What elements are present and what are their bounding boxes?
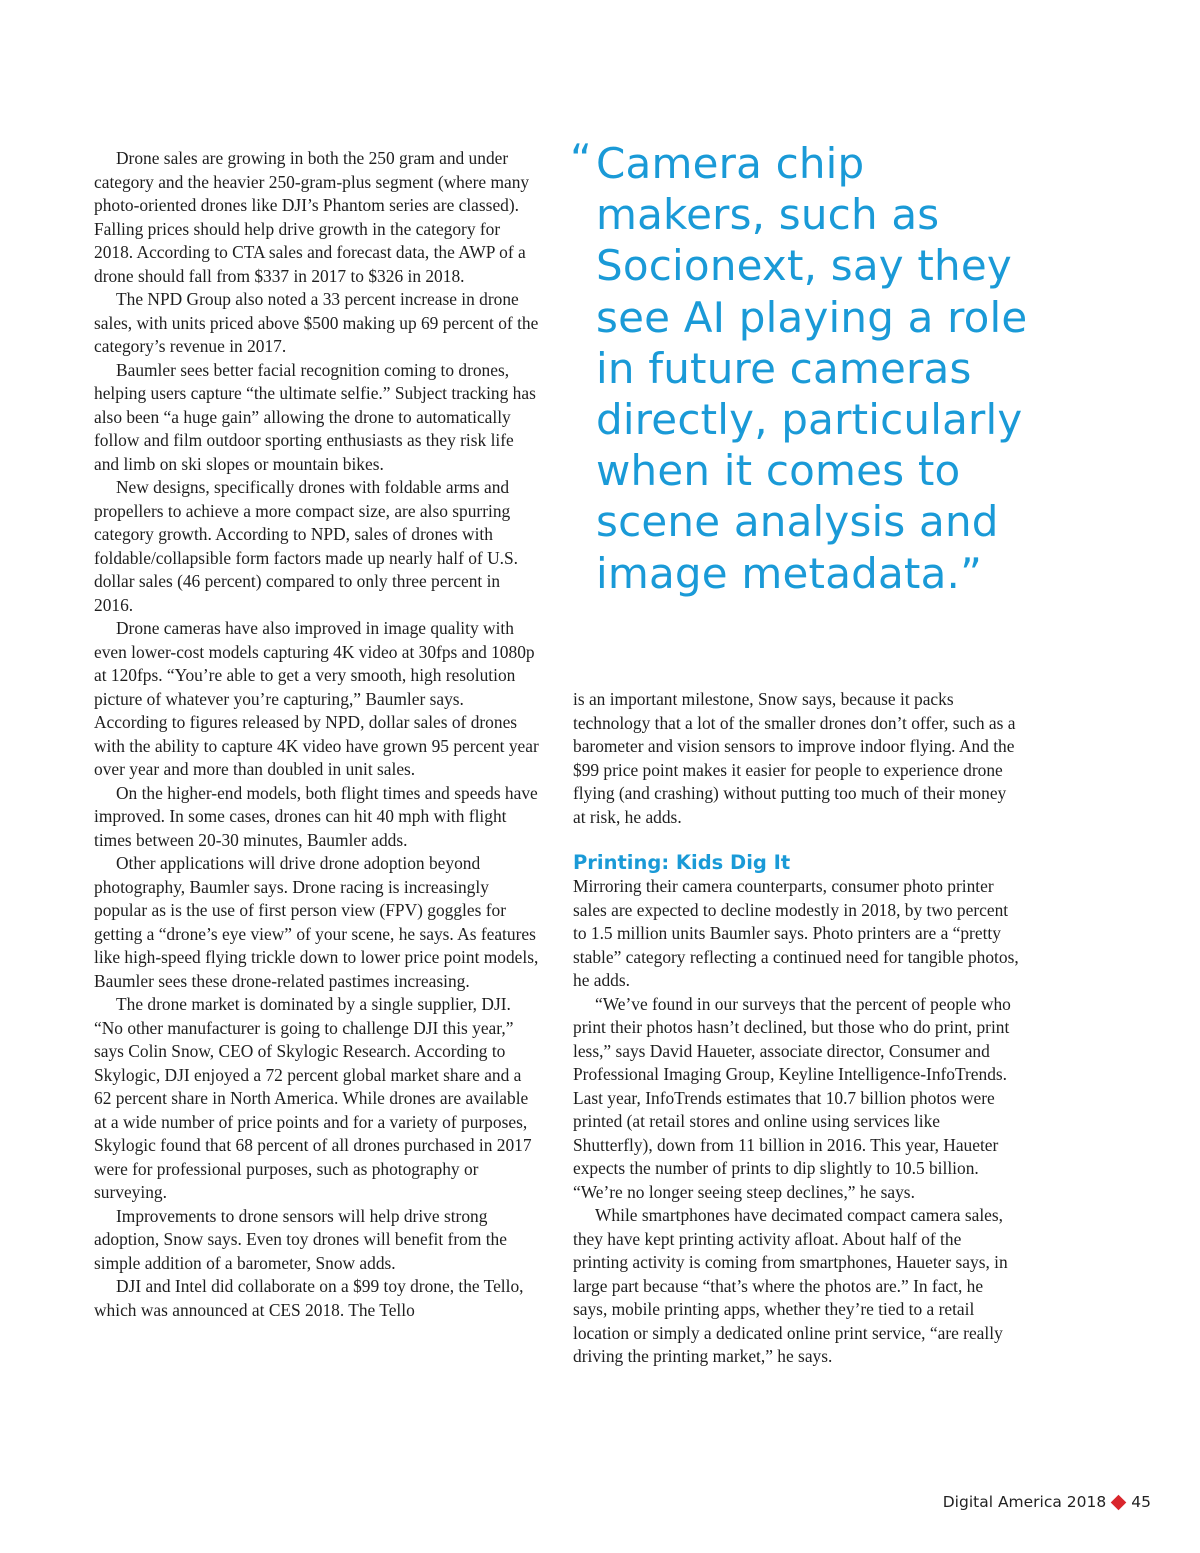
body-paragraph: New designs, specifically drones with foldable arms and propellers to achieve a more compact size, are also spurring category growth. According to NPD, sales of drones with foldable/collapsible form factors made up nearly half of U.S. dollar sales (46 percent) compared to only three percent in 2016. [94,477,518,615]
body-paragraph: Drone sales are growing in both the 250 gram and under category and the heavier 250-gram-plus segment (where many photo-oriented drones like DJI’s Phantom series are classed). Falling prices should help drive growth in the category for 2018. According to CTA sales and forecast data, the AWP of a drone should fall from $337 in 2017 to $326 in 2018. [94,148,530,286]
page-footer [943,1493,1151,1511]
body-paragraph: “We’ve found in our surveys that the percent of people who print their photos hasn’t declined, but those who do print, print less,” says David Haueter, associate director, Consumer and Professional Imaging Group, Keyline Intelligence-InfoTrends. Last year, InfoTrends estimates that 10.7 billion photos were printed (at retail stores and online using services like Shutterfly), down from 11 billion in 2016. This year, Haueter expects the number of prints to dip slightly to 10.5 billion. “We’re no longer seeing steep declines,” he says. [573,993,1011,1202]
page-number: 45 [1131,1493,1151,1511]
publication-name: Digital America 2018 [942,1493,1107,1511]
body-paragraph: DJI and Intel did collaborate on a $99 toy drone, the Tello, which was announced at CES 2018. The Tello [94,1276,524,1320]
pull-quote-text: Camera chip makers, such as Socionext, say they see AI playing a role in future cameras directly, particularly when it comes to scene analysis and image metadata.” [596,139,1028,598]
body-paragraph: Mirroring their camera counterparts, consumer photo printer sales are expected to decline modestly in 2018, by two percent to 1.5 million units Baumler says. Photo printers are a “pretty stable” category reflecting a continued need for tangible photos, he adds. [573,876,1019,990]
continuation-paragraph: is an important milestone, Snow says, because it packs technology that a lot of the smaller drones don’t offer, such as a barometer and vision sensors to improve indoor flying. And the $99 price point makes it easier for people to experience drone flying (and crashing) without putting too much of their money at risk, he adds. [573,689,1016,827]
body-paragraph: While smartphones have decimated compact camera sales, they have kept printing activity afloat. About half of the printing activity is coming from smartphones, Haueter says, in large part because “that’s where the photos are.” In fact, he says, mobile printing apps, whether they’re tied to a retail location or simply a dedicated online print service, “are really driving the printing market,” he says. [573,1205,1008,1366]
body-paragraph: Drone cameras have also improved in image quality with even lower-cost models capturing 4K video at 30fps and 1080p at 120fps. “You’re able to get a very smooth, high resolution picture of whatever you’re capturing,” Baumler says. According to figures released by NPD, dollar sales of drones with the ability to capture 4K video have grown 95 percent year over year and more than doubled in unit sales. [94,618,539,779]
left-column [94,147,540,1322]
right-column [573,688,1020,1369]
diamond-icon [1111,1494,1127,1510]
section-subhead: Printing: Kids Dig It [573,851,791,874]
pull-quote-body [570,135,1040,599]
body-paragraph: Improvements to drone sensors will help drive strong adoption, Snow says. Even toy drones will benefit from the simple addition of a barometer, Snow adds. [94,1205,507,1273]
body-paragraph: The NPD Group also noted a 33 percent increase in drone sales, with units priced above $500 making up 69 percent of the category’s revenue in 2017. [94,289,539,356]
body-paragraph: On the higher-end models, both flight times and speeds have improved. In some cases, drones can hit 40 mph with flight times between 20-30 minutes, Baumler adds. [94,782,538,850]
pull-quote-open-mark: “ [570,135,592,184]
body-paragraph: Other applications will drive drone adoption beyond photography, Baumler says. Drone racing is increasingly popular as is the use of first person view (FPV) goggles for getting a “drone’s eye view” of your scene, he says. As features like high-speed flying trickle down to lower price point models, Baumler sees these drone-related pastimes increasing. [94,853,539,991]
body-paragraph: The drone market is dominated by a single supplier, DJI. “No other manufacturer is going to challenge DJI this year,” says Colin Snow, CEO of Skylogic Research. According to Skylogic, DJI enjoyed a 72 percent global market share and a 62 percent share in North America. While drones are available at a wide number of price points and for a variety of purposes, Skylogic found that 68 percent of all drones purchased in 2017 were for professional purposes, such as photography or surveying. [94,994,532,1202]
pull-quote [570,135,1040,599]
body-paragraph: Baumler sees better facial recognition coming to drones, helping users capture “the ultimate selfie.” Subject tracking has also been “a huge gain” allowing the drone to automatically follow and film outdoor sporting enthusiasts as they risk life and limb on ski slopes or mountain bikes. [94,359,536,474]
